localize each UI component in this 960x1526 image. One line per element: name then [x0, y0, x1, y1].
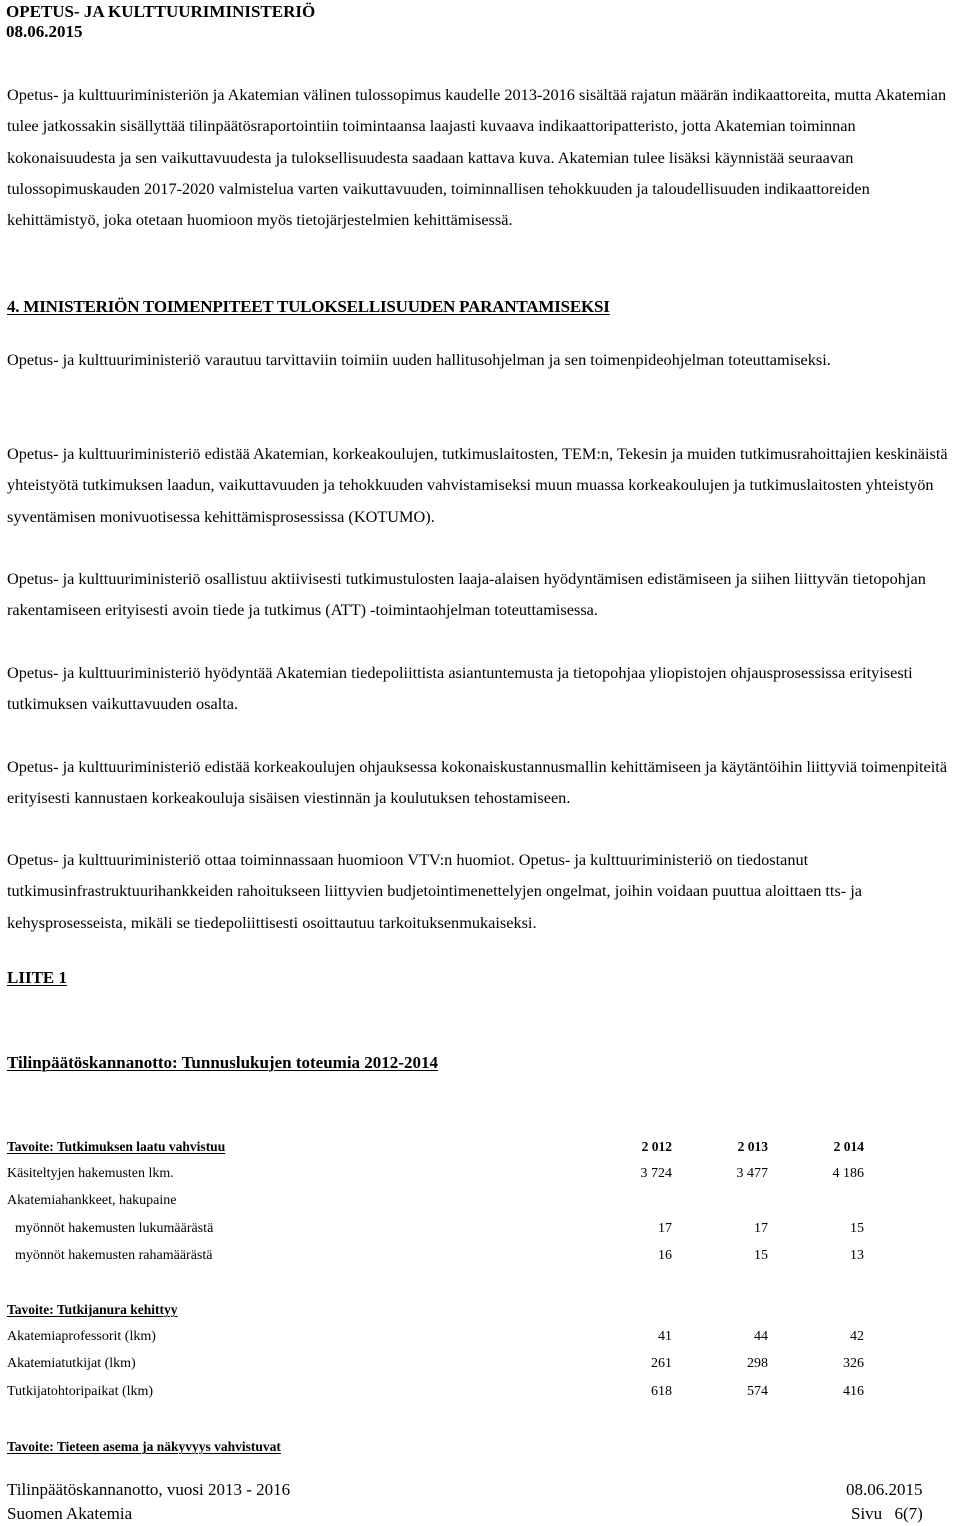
cell-value: 3 477 [736, 1166, 768, 1181]
cell-value: 4 186 [832, 1166, 864, 1181]
section-heading-4: 4. MINISTERIÖN TOIMENPITEET TULOKSELLISUUDEN PARANTAMISEKSI [7, 297, 610, 316]
table-row [7, 1327, 867, 1347]
cell-value: 15 [850, 1221, 864, 1236]
goal-heading: Tavoite: Tutkimuksen laatu vahvistuu [7, 1139, 226, 1154]
table-goal-row [7, 1437, 867, 1457]
goal-heading: Tavoite: Tieteen asema ja näkyvyys vahvistuvat [7, 1439, 281, 1454]
year-column-header: 2 013 [737, 1139, 768, 1154]
paragraph-indicators: Opetus- ja kulttuuriministeriön ja Akatemian välinen tulossopimus kaudelle 2013-2016 sisältää rajatun määrän indikaattoreita, mutta Akatemian tulee jatkossakin sisällyttää tilinpäätösraportointiin toimintaansa laajasti kuvaava indikaattoripatteristo, jotta Akatemian toiminnan kokonaisuudesta ja sen vaikuttavuudesta ja tuloksellisuudesta saadaan kattava kuva. Akatemian tulee lisäksi käynnistää seuraavan tulossopimuskauden 2017-2020 valmistelua varten vaikuttavuuden, toiminnallisen tehokkuuden ja taloudellisuuden indikaattoreiden kehittämistyö, joka otetaan huomioon myös tietojärjestelmien kehittämisessä. [7, 85, 947, 230]
table-header-row [7, 1137, 867, 1157]
table-row [7, 1191, 867, 1211]
row-label: Käsiteltyjen hakemusten lkm. [7, 1166, 174, 1181]
cell-value: 416 [843, 1384, 864, 1399]
paragraph-government-programme: Opetus- ja kulttuuriministeriö varautuu tarvittaviin toimiin uuden hallitusohjelman ja sen toimenpideohjelman toteuttamiseksi. [7, 350, 831, 369]
appendix-title: LIITE 1 [7, 968, 67, 987]
year-column-header: 2 014 [833, 1139, 864, 1154]
cell-value: 15 [754, 1248, 768, 1263]
cell-value: 41 [658, 1329, 672, 1344]
cell-value: 574 [747, 1384, 768, 1399]
cell-value: 44 [754, 1329, 768, 1344]
cell-value: 618 [651, 1384, 672, 1399]
cell-value: 17 [754, 1221, 768, 1236]
cell-value: 16 [658, 1248, 672, 1263]
cell-value: 42 [850, 1329, 864, 1344]
paragraph-science-policy: Opetus- ja kulttuuriministeriö hyödyntää Akatemian tiedepoliittista asiantuntemusta ja tietopohjaa yliopistojen ohjausprosessissa erityisesti tutkimuksen vaikuttavuuden osalta. [7, 663, 913, 714]
row-label: Tutkijatohtoripaikat (lkm) [7, 1384, 154, 1399]
table-row [7, 1382, 867, 1402]
page-label: Sivu [851, 1504, 883, 1523]
ministry-header-title: OPETUS- JA KULTTUURIMINISTERIÖ [6, 2, 316, 21]
page-value: 6(7) [894, 1504, 923, 1523]
row-label: Akatemiahankkeet, hakupaine [7, 1193, 177, 1208]
table-goal-row [7, 1300, 867, 1320]
row-label: Akatemiaprofessorit (lkm) [7, 1329, 156, 1344]
cell-value: 3 724 [640, 1166, 672, 1181]
cell-value: 261 [651, 1356, 672, 1371]
paragraph-vtv: Opetus- ja kulttuuriministeriö ottaa toiminnassaan huomioon VTV:n huomiot. Opetus- ja kulttuuriministeriö on tiedostanut tutkimusinfrastruktuurihankkeiden rahoitukseen liittyvien budjetointimenettelyjen ongelmat, joihin voidaan puuttua aloittaen tts- ja kehysprosesseista, mikäli se tiedepoliittisesti osoittautuu tarkoituksenmukaiseksi. [7, 850, 863, 932]
table-row [7, 1219, 867, 1239]
year-column-header: 2 012 [641, 1139, 672, 1154]
cell-value: 326 [843, 1356, 864, 1371]
header-date: 08.06.2015 [6, 22, 83, 41]
cell-value: 13 [850, 1248, 864, 1263]
table-row [7, 1164, 867, 1184]
footer-organization: Suomen Akatemia [7, 1504, 133, 1523]
table-row [7, 1354, 867, 1374]
row-label: Akatemiatutkijat (lkm) [7, 1356, 136, 1371]
footer-document-title: Tilinpäätöskannanotto, vuosi 2013 - 2016 [7, 1480, 291, 1499]
cell-value: 298 [747, 1356, 768, 1371]
paragraph-cooperation: Opetus- ja kulttuuriministeriö edistää Akatemian, korkeakoulujen, tutkimuslaitosten, TEM:n, Tekesin ja muiden tutkimusrahoittajien keskinäistä yhteistyötä tutkimuksen laadun, vaikuttavuuden ja tehokkuuden vahvistamiseksi muun muassa korkeakoulujen ja tutkimuslaitosten yhteistyön syventämisen monivuotisessa kehittämisprosessissa (KOTUMO). [7, 444, 948, 526]
goal-heading: Tavoite: Tutkijanura kehittyy [7, 1302, 178, 1317]
paragraph-cost-model: Opetus- ja kulttuuriministeriö edistää korkeakoulujen ohjauksessa kokonaiskustannusmallin kehittämiseen ja käytäntöihin liittyviä toimenpiteitä erityisesti kannustaen korkeakouluja sisäisen viestinnän ja koulutuksen tehostamiseen. [7, 757, 948, 808]
table-row [7, 1246, 867, 1266]
appendix-subtitle: Tilinpäätöskannanotto: Tunnuslukujen toteumia 2012-2014 [7, 1053, 438, 1072]
footer-date: 08.06.2015 [846, 1480, 923, 1499]
paragraph-open-science: Opetus- ja kulttuuriministeriö osallistuu aktiivisesti tutkimustulosten laaja-alaisen hyödyntämisen edistämiseen ja siihen liittyvän tietopohjan rakentamiseen erityisesti avoin tiede ja tutkimus (ATT) -toimintaohjelman toteuttamisessa. [7, 569, 926, 620]
row-label: myönnöt hakemusten rahamäärästä [15, 1248, 213, 1263]
cell-value: 17 [658, 1221, 672, 1236]
row-label: myönnöt hakemusten lukumäärästä [15, 1221, 214, 1236]
footer-page-number [851, 1504, 923, 1524]
